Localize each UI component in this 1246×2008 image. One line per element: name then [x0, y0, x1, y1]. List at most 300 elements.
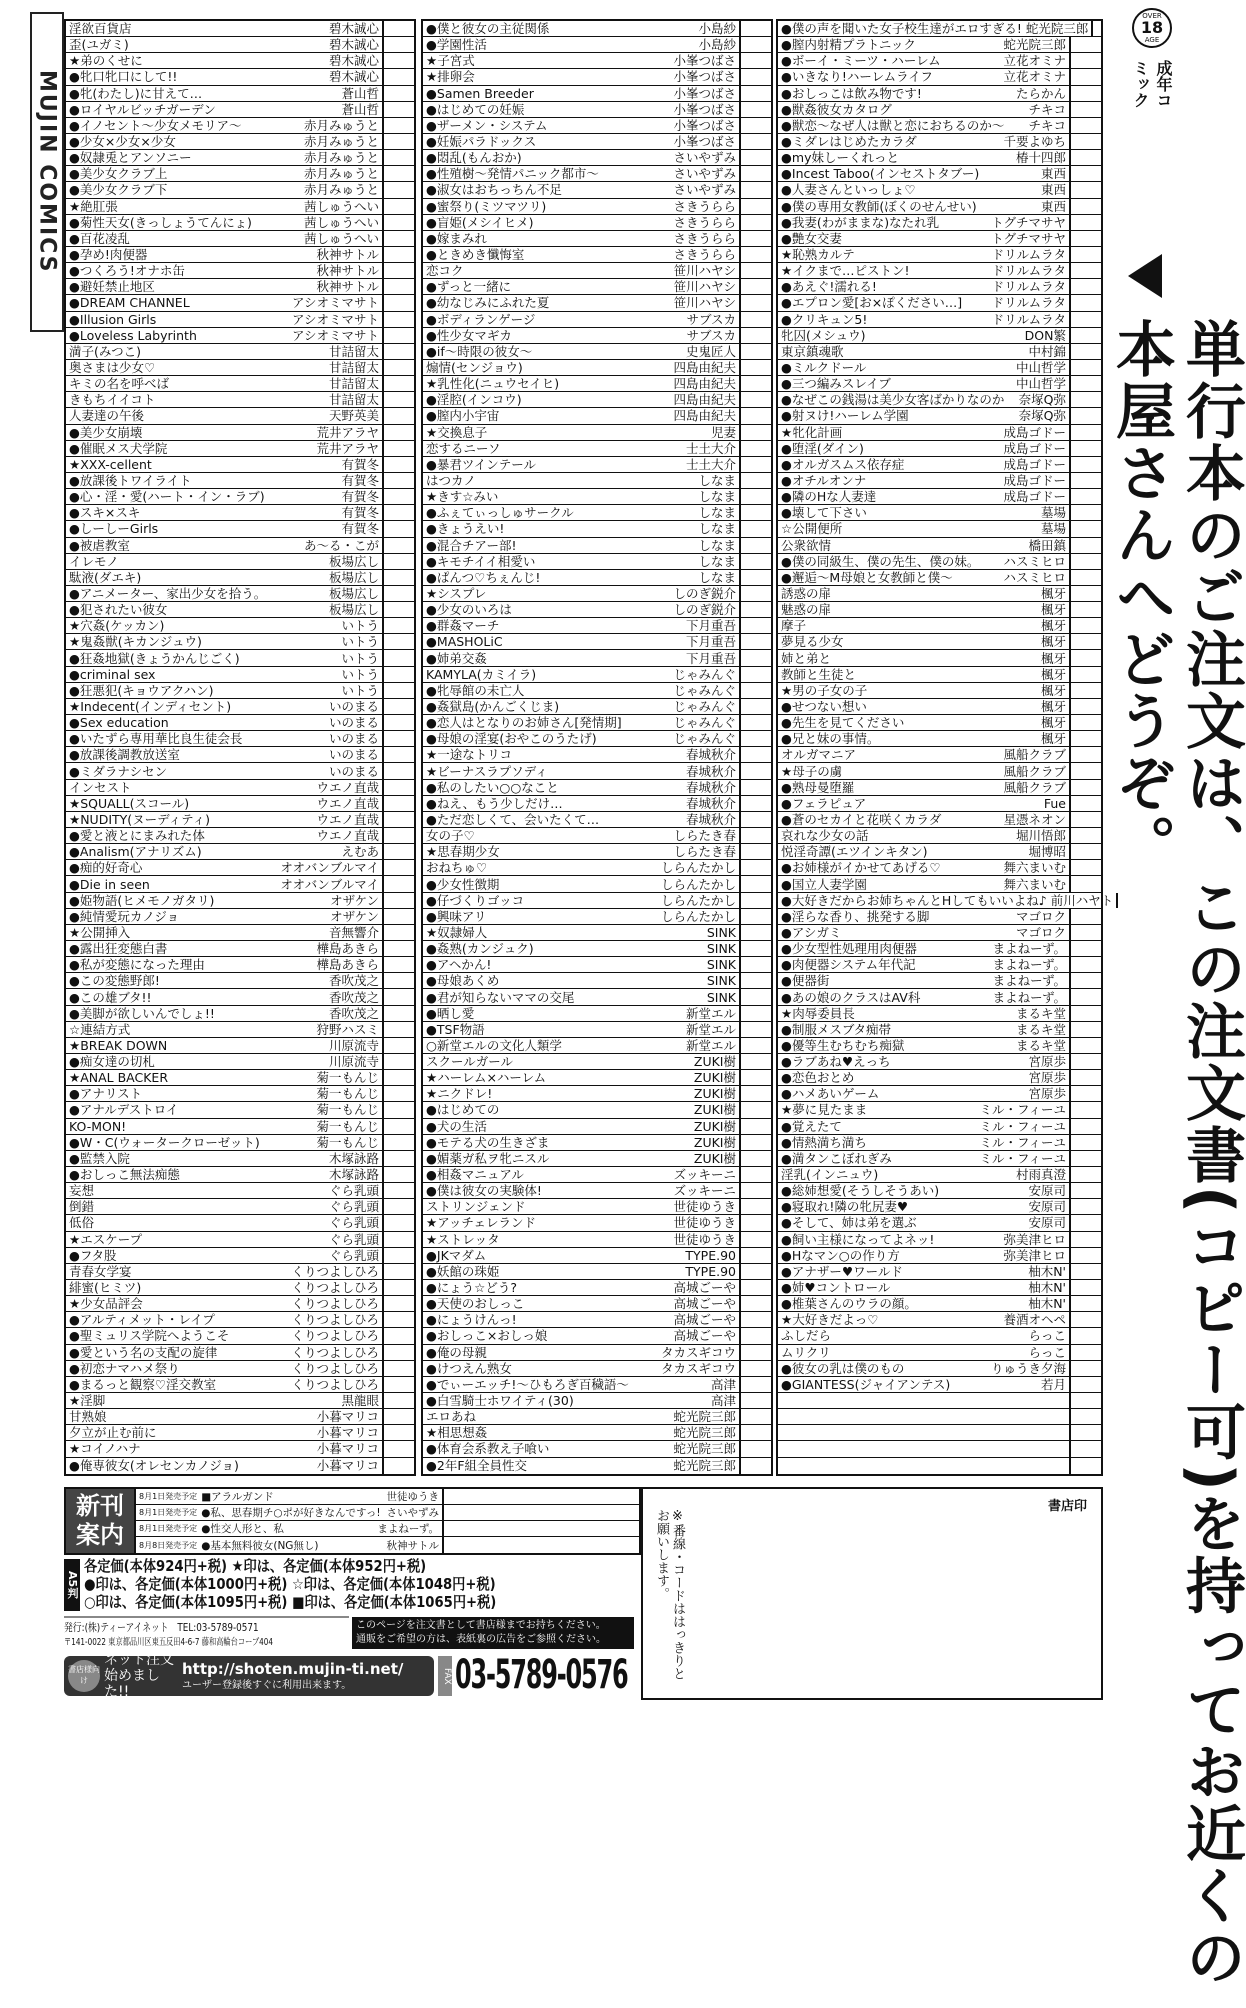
qty-cell[interactable] [1071, 1183, 1101, 1198]
qty-cell[interactable] [741, 1070, 771, 1085]
qty-cell[interactable] [384, 118, 414, 133]
qty-cell[interactable] [1071, 37, 1101, 52]
qty-cell[interactable] [741, 1151, 771, 1166]
qty-cell[interactable] [384, 1312, 414, 1327]
qty-cell[interactable] [444, 1537, 639, 1553]
qty-cell[interactable] [444, 1505, 639, 1521]
qty-cell[interactable] [1071, 1312, 1101, 1327]
qty-cell[interactable] [741, 763, 771, 778]
qty-cell[interactable] [1071, 1119, 1101, 1134]
qty-cell[interactable] [1071, 215, 1101, 230]
qty-cell[interactable] [384, 86, 414, 101]
qty-cell[interactable] [741, 344, 771, 359]
qty-cell[interactable] [384, 893, 414, 908]
qty-cell[interactable] [384, 150, 414, 165]
qty-cell[interactable] [1071, 408, 1101, 423]
qty-cell[interactable] [741, 634, 771, 649]
order-row [66, 166, 414, 182]
qty-cell[interactable] [384, 1119, 414, 1134]
qty-cell[interactable] [384, 1038, 414, 1053]
qty-cell[interactable] [1071, 909, 1101, 924]
qty-cell[interactable] [1071, 1086, 1101, 1101]
qty-cell[interactable] [384, 182, 414, 197]
qty-cell[interactable] [384, 279, 414, 294]
qty-cell[interactable] [741, 118, 771, 133]
qty-cell[interactable] [384, 1232, 414, 1247]
qty-cell[interactable] [741, 1328, 771, 1343]
qty-cell[interactable] [741, 441, 771, 456]
qty-cell[interactable] [741, 618, 771, 633]
qty-cell[interactable] [1071, 1264, 1101, 1279]
qty-cell[interactable] [741, 667, 771, 682]
qty-cell[interactable] [384, 763, 414, 778]
qty-cell[interactable] [384, 37, 414, 52]
qty-cell[interactable] [1071, 425, 1101, 440]
qty-cell[interactable] [384, 328, 414, 343]
qty-cell[interactable] [741, 1409, 771, 1424]
qty-cell[interactable] [384, 925, 414, 940]
qty-cell[interactable] [741, 166, 771, 181]
qty-cell[interactable] [741, 360, 771, 375]
qty-cell[interactable] [1071, 763, 1101, 778]
qty-cell[interactable] [1071, 118, 1101, 133]
qty-cell[interactable] [384, 1361, 414, 1376]
qty-cell[interactable] [384, 231, 414, 246]
qty-cell[interactable] [384, 715, 414, 730]
qty-cell[interactable] [444, 1489, 639, 1505]
qty-cell[interactable] [1071, 1022, 1101, 1037]
book-title: ●君が知らないママの交尾 [426, 989, 575, 1005]
book-title: スクールガール [426, 1054, 514, 1070]
qty-cell[interactable] [741, 392, 771, 407]
qty-cell[interactable] [741, 893, 771, 908]
qty-cell[interactable] [384, 1377, 414, 1392]
qty-cell[interactable] [384, 166, 414, 181]
qty-cell[interactable] [1071, 360, 1101, 375]
qty-cell[interactable] [741, 150, 771, 165]
qty-cell[interactable] [741, 521, 771, 536]
qty-cell[interactable] [741, 1006, 771, 1021]
qty-cell[interactable] [384, 263, 414, 278]
qty-cell[interactable] [1071, 715, 1101, 730]
qty-cell[interactable] [384, 1199, 414, 1214]
qty-cell[interactable] [741, 215, 771, 230]
qty-cell[interactable] [1071, 1345, 1101, 1360]
qty-cell[interactable] [384, 699, 414, 714]
qty-cell[interactable] [741, 295, 771, 310]
qty-cell[interactable] [741, 1038, 771, 1053]
qty-cell[interactable] [741, 844, 771, 859]
qty-cell[interactable] [741, 1135, 771, 1150]
qty-cell[interactable] [1071, 602, 1101, 617]
qty-cell[interactable] [384, 602, 414, 617]
qty-cell[interactable] [1071, 86, 1101, 101]
qty-cell[interactable] [384, 1054, 414, 1069]
qty-cell[interactable] [1071, 650, 1101, 665]
qty-cell[interactable] [741, 1086, 771, 1101]
book-author: 赤月みゅうと [303, 182, 379, 198]
qty-cell[interactable] [741, 554, 771, 569]
qty-cell[interactable] [741, 505, 771, 520]
title-cell [778, 570, 1071, 585]
qty-cell[interactable] [1071, 1038, 1101, 1053]
qty-cell[interactable] [741, 989, 771, 1004]
qty-cell[interactable] [384, 102, 414, 117]
qty-cell[interactable] [384, 1167, 414, 1182]
qty-cell[interactable] [741, 1458, 771, 1474]
qty-cell[interactable] [1071, 1409, 1101, 1424]
qty-cell[interactable] [741, 279, 771, 294]
qty-cell[interactable] [384, 1135, 414, 1150]
qty-cell[interactable] [1071, 69, 1101, 84]
qty-cell[interactable] [1071, 102, 1101, 117]
qty-cell[interactable] [384, 312, 414, 327]
qty-cell[interactable] [1071, 683, 1101, 698]
qty-cell[interactable] [1071, 844, 1101, 859]
qty-cell[interactable] [741, 1441, 771, 1456]
qty-cell[interactable] [1071, 231, 1101, 246]
qty-cell[interactable] [384, 667, 414, 682]
qty-cell[interactable] [1071, 925, 1101, 940]
qty-cell[interactable] [384, 1393, 414, 1408]
qty-cell[interactable] [384, 134, 414, 149]
qty-cell[interactable] [384, 1022, 414, 1037]
qty-cell[interactable] [741, 650, 771, 665]
qty-cell[interactable] [384, 731, 414, 746]
qty-cell[interactable] [1071, 1135, 1101, 1150]
qty-cell[interactable] [384, 392, 414, 407]
qty-cell[interactable] [444, 1521, 639, 1537]
bookstore-stamp-box[interactable] [641, 1487, 1103, 1700]
qty-cell[interactable] [741, 86, 771, 101]
qty-cell[interactable] [741, 957, 771, 972]
book-title: ●孕め!肉便器 [69, 247, 148, 263]
qty-cell[interactable] [1071, 1070, 1101, 1085]
qty-cell[interactable] [1071, 53, 1101, 68]
book-title: ★乳性化(ニュウセイヒ) [426, 376, 560, 392]
qty-cell[interactable] [384, 1183, 414, 1198]
qty-cell[interactable] [741, 457, 771, 472]
qty-cell[interactable] [1071, 489, 1101, 504]
qty-cell[interactable] [1071, 634, 1101, 649]
book-title: ●ただ恋しくて、会いたくて… [426, 811, 600, 827]
qty-cell[interactable] [384, 457, 414, 472]
qty-cell[interactable] [741, 538, 771, 553]
net-order-url[interactable]: http://shoten.mujin-ti.net/ [182, 1660, 404, 1678]
qty-cell[interactable] [741, 1119, 771, 1134]
qty-cell[interactable] [741, 796, 771, 811]
title-cell [778, 828, 1071, 843]
qty-cell[interactable] [1071, 521, 1101, 536]
qty-cell[interactable] [1071, 941, 1101, 956]
qty-cell[interactable] [384, 1215, 414, 1230]
qty-cell[interactable] [1071, 1328, 1101, 1343]
qty-cell[interactable] [741, 683, 771, 698]
qty-cell[interactable] [741, 199, 771, 214]
qty-cell[interactable] [384, 844, 414, 859]
qty-cell[interactable] [741, 780, 771, 795]
qty-cell[interactable] [741, 1296, 771, 1311]
qty-cell[interactable] [1071, 570, 1101, 585]
qty-cell[interactable] [384, 473, 414, 488]
qty-cell[interactable] [384, 812, 414, 827]
qty-cell[interactable] [384, 360, 414, 375]
qty-cell[interactable] [741, 247, 771, 262]
qty-cell[interactable] [741, 1425, 771, 1440]
qty-cell[interactable] [741, 1377, 771, 1392]
qty-cell[interactable] [1071, 554, 1101, 569]
qty-cell[interactable] [1071, 1377, 1101, 1392]
qty-cell[interactable] [384, 1264, 414, 1279]
qty-cell[interactable] [1071, 1215, 1101, 1230]
qty-cell[interactable] [741, 747, 771, 762]
qty-cell[interactable] [1071, 1167, 1101, 1182]
qty-cell[interactable] [1071, 1296, 1101, 1311]
qty-cell[interactable] [1071, 618, 1101, 633]
qty-cell[interactable] [1071, 876, 1101, 891]
qty-cell[interactable] [384, 1070, 414, 1085]
qty-cell[interactable] [741, 408, 771, 423]
qty-cell[interactable] [741, 37, 771, 52]
qty-cell[interactable] [1071, 344, 1101, 359]
qty-cell[interactable] [1071, 667, 1101, 682]
book-title: ●催眠メス犬学院 [69, 440, 168, 456]
title-cell [66, 102, 384, 117]
qty-cell[interactable] [1071, 973, 1101, 988]
qty-cell[interactable] [741, 812, 771, 827]
qty-cell[interactable] [1071, 1151, 1101, 1166]
title-cell [778, 457, 1071, 472]
qty-cell[interactable] [1071, 328, 1101, 343]
title-cell [423, 1312, 741, 1327]
qty-cell[interactable] [384, 69, 414, 84]
qty-cell[interactable] [384, 425, 414, 440]
qty-cell[interactable] [741, 602, 771, 617]
qty-cell[interactable] [1071, 182, 1101, 197]
qty-cell[interactable] [1071, 828, 1101, 843]
qty-cell[interactable] [741, 328, 771, 343]
qty-cell[interactable] [384, 1086, 414, 1101]
qty-cell[interactable] [741, 1345, 771, 1360]
title-cell [423, 1264, 741, 1279]
qty-cell[interactable] [1071, 1393, 1101, 1408]
qty-cell[interactable] [741, 941, 771, 956]
qty-cell[interactable] [741, 1280, 771, 1295]
qty-cell[interactable] [1071, 1054, 1101, 1069]
qty-cell[interactable] [1071, 392, 1101, 407]
qty-cell[interactable] [741, 182, 771, 197]
qty-cell[interactable] [741, 1054, 771, 1069]
qty-cell[interactable] [384, 941, 414, 956]
qty-cell[interactable] [741, 134, 771, 149]
qty-cell[interactable] [741, 715, 771, 730]
qty-cell[interactable] [1071, 731, 1101, 746]
qty-cell[interactable] [741, 1264, 771, 1279]
qty-cell[interactable] [384, 989, 414, 1004]
qty-cell[interactable] [384, 21, 414, 36]
qty-cell[interactable] [384, 828, 414, 843]
qty-cell[interactable] [384, 441, 414, 456]
qty-cell[interactable] [384, 973, 414, 988]
qty-cell[interactable] [384, 957, 414, 972]
qty-cell[interactable] [1071, 312, 1101, 327]
qty-cell[interactable] [384, 876, 414, 891]
qty-cell[interactable] [384, 1458, 414, 1474]
qty-cell[interactable] [384, 1006, 414, 1021]
qty-cell[interactable] [741, 21, 771, 36]
qty-cell[interactable] [741, 1361, 771, 1376]
qty-cell[interactable] [741, 1248, 771, 1263]
qty-cell[interactable] [741, 731, 771, 746]
order-row [66, 1183, 414, 1199]
qty-cell[interactable] [384, 634, 414, 649]
qty-cell[interactable] [741, 1232, 771, 1247]
qty-cell[interactable] [384, 780, 414, 795]
qty-cell[interactable] [741, 570, 771, 585]
qty-cell[interactable] [384, 408, 414, 423]
qty-cell[interactable] [384, 650, 414, 665]
qty-cell[interactable] [1071, 1102, 1101, 1117]
qty-cell[interactable] [1071, 1425, 1101, 1440]
qty-cell[interactable] [1071, 699, 1101, 714]
qty-cell[interactable] [741, 425, 771, 440]
book-author: まよねーず。 [992, 989, 1066, 1005]
qty-cell[interactable] [1071, 279, 1101, 294]
qty-cell[interactable] [741, 231, 771, 246]
qty-cell[interactable] [741, 909, 771, 924]
qty-cell[interactable] [384, 376, 414, 391]
qty-cell[interactable] [741, 1167, 771, 1182]
qty-cell[interactable] [741, 263, 771, 278]
qty-cell[interactable] [384, 538, 414, 553]
qty-cell[interactable] [741, 973, 771, 988]
qty-cell[interactable] [741, 312, 771, 327]
qty-cell[interactable] [741, 1183, 771, 1198]
title-cell [423, 1183, 741, 1198]
qty-cell[interactable] [1071, 166, 1101, 181]
qty-cell[interactable] [1071, 199, 1101, 214]
qty-cell[interactable] [741, 489, 771, 504]
qty-cell[interactable] [384, 570, 414, 585]
qty-cell[interactable] [384, 796, 414, 811]
qty-cell[interactable] [1071, 457, 1101, 472]
qty-cell[interactable] [384, 1409, 414, 1424]
qty-cell[interactable] [384, 215, 414, 230]
qty-cell[interactable] [384, 199, 414, 214]
qty-cell[interactable] [1071, 812, 1101, 827]
qty-cell[interactable] [384, 1345, 414, 1360]
book-title: ●僕の声を聞いた女子校生達がエロすぎる! [781, 21, 1022, 37]
qty-cell[interactable] [741, 699, 771, 714]
qty-cell[interactable] [741, 860, 771, 875]
qty-cell[interactable] [1071, 860, 1101, 875]
qty-cell[interactable] [1071, 796, 1101, 811]
qty-cell[interactable] [1071, 134, 1101, 149]
qty-cell[interactable] [384, 1425, 414, 1440]
qty-cell[interactable] [384, 1441, 414, 1456]
qty-cell[interactable] [1071, 505, 1101, 520]
qty-cell[interactable] [741, 53, 771, 68]
qty-cell[interactable] [384, 860, 414, 875]
book-author: オザケン [330, 892, 379, 908]
qty-cell[interactable] [384, 1248, 414, 1263]
qty-cell[interactable] [741, 925, 771, 940]
qty-cell[interactable] [1071, 1006, 1101, 1021]
qty-cell[interactable] [1071, 747, 1101, 762]
qty-cell[interactable] [1071, 1441, 1101, 1456]
qty-cell[interactable] [741, 1393, 771, 1408]
qty-cell[interactable] [384, 909, 414, 924]
qty-cell[interactable] [741, 69, 771, 84]
qty-cell[interactable] [1071, 150, 1101, 165]
book-author: 小峯つばさ [673, 53, 736, 69]
qty-cell[interactable] [1071, 1248, 1101, 1263]
qty-cell[interactable] [1071, 295, 1101, 310]
qty-cell[interactable] [1071, 1361, 1101, 1376]
qty-cell[interactable] [384, 683, 414, 698]
qty-cell[interactable] [741, 876, 771, 891]
qty-cell[interactable] [741, 1199, 771, 1214]
order-row [423, 199, 771, 215]
qty-cell[interactable] [384, 1151, 414, 1166]
qty-cell[interactable] [1071, 441, 1101, 456]
qty-cell[interactable] [384, 1102, 414, 1117]
qty-cell[interactable] [741, 1022, 771, 1037]
qty-cell[interactable] [741, 102, 771, 117]
order-row [423, 489, 771, 505]
qty-cell[interactable] [1071, 376, 1101, 391]
qty-cell[interactable] [384, 505, 414, 520]
qty-cell[interactable] [384, 1280, 414, 1295]
qty-cell[interactable] [741, 473, 771, 488]
qty-cell[interactable] [1071, 780, 1101, 795]
qty-cell[interactable] [1093, 21, 1101, 36]
qty-cell[interactable] [384, 247, 414, 262]
qty-cell[interactable] [741, 376, 771, 391]
qty-cell[interactable] [1071, 989, 1101, 1004]
qty-cell[interactable] [1071, 957, 1101, 972]
qty-cell[interactable] [384, 618, 414, 633]
qty-cell[interactable] [384, 586, 414, 601]
qty-cell[interactable] [1071, 263, 1101, 278]
book-title: はつカノ [426, 473, 477, 488]
qty-cell[interactable] [1071, 538, 1101, 553]
price-info [64, 1557, 634, 1611]
qty-cell[interactable] [384, 747, 414, 762]
qty-cell[interactable] [1071, 1280, 1101, 1295]
qty-cell[interactable] [384, 521, 414, 536]
qty-cell[interactable] [741, 586, 771, 601]
qty-cell[interactable] [384, 295, 414, 310]
qty-cell[interactable] [1071, 473, 1101, 488]
qty-cell[interactable] [741, 828, 771, 843]
qty-cell[interactable] [1071, 1458, 1101, 1474]
qty-cell[interactable] [1071, 247, 1101, 262]
qty-cell[interactable] [384, 489, 414, 504]
qty-cell[interactable] [741, 1102, 771, 1117]
qty-cell[interactable] [384, 554, 414, 569]
qty-cell[interactable] [384, 1328, 414, 1343]
order-row [778, 231, 1101, 247]
qty-cell[interactable] [1071, 1199, 1101, 1214]
qty-cell[interactable] [1071, 586, 1101, 601]
qty-cell[interactable] [741, 1312, 771, 1327]
qty-cell[interactable] [384, 1296, 414, 1311]
qty-cell[interactable] [741, 1215, 771, 1230]
qty-cell[interactable] [1071, 1232, 1101, 1247]
qty-cell[interactable] [384, 344, 414, 359]
qty-cell[interactable] [384, 53, 414, 68]
